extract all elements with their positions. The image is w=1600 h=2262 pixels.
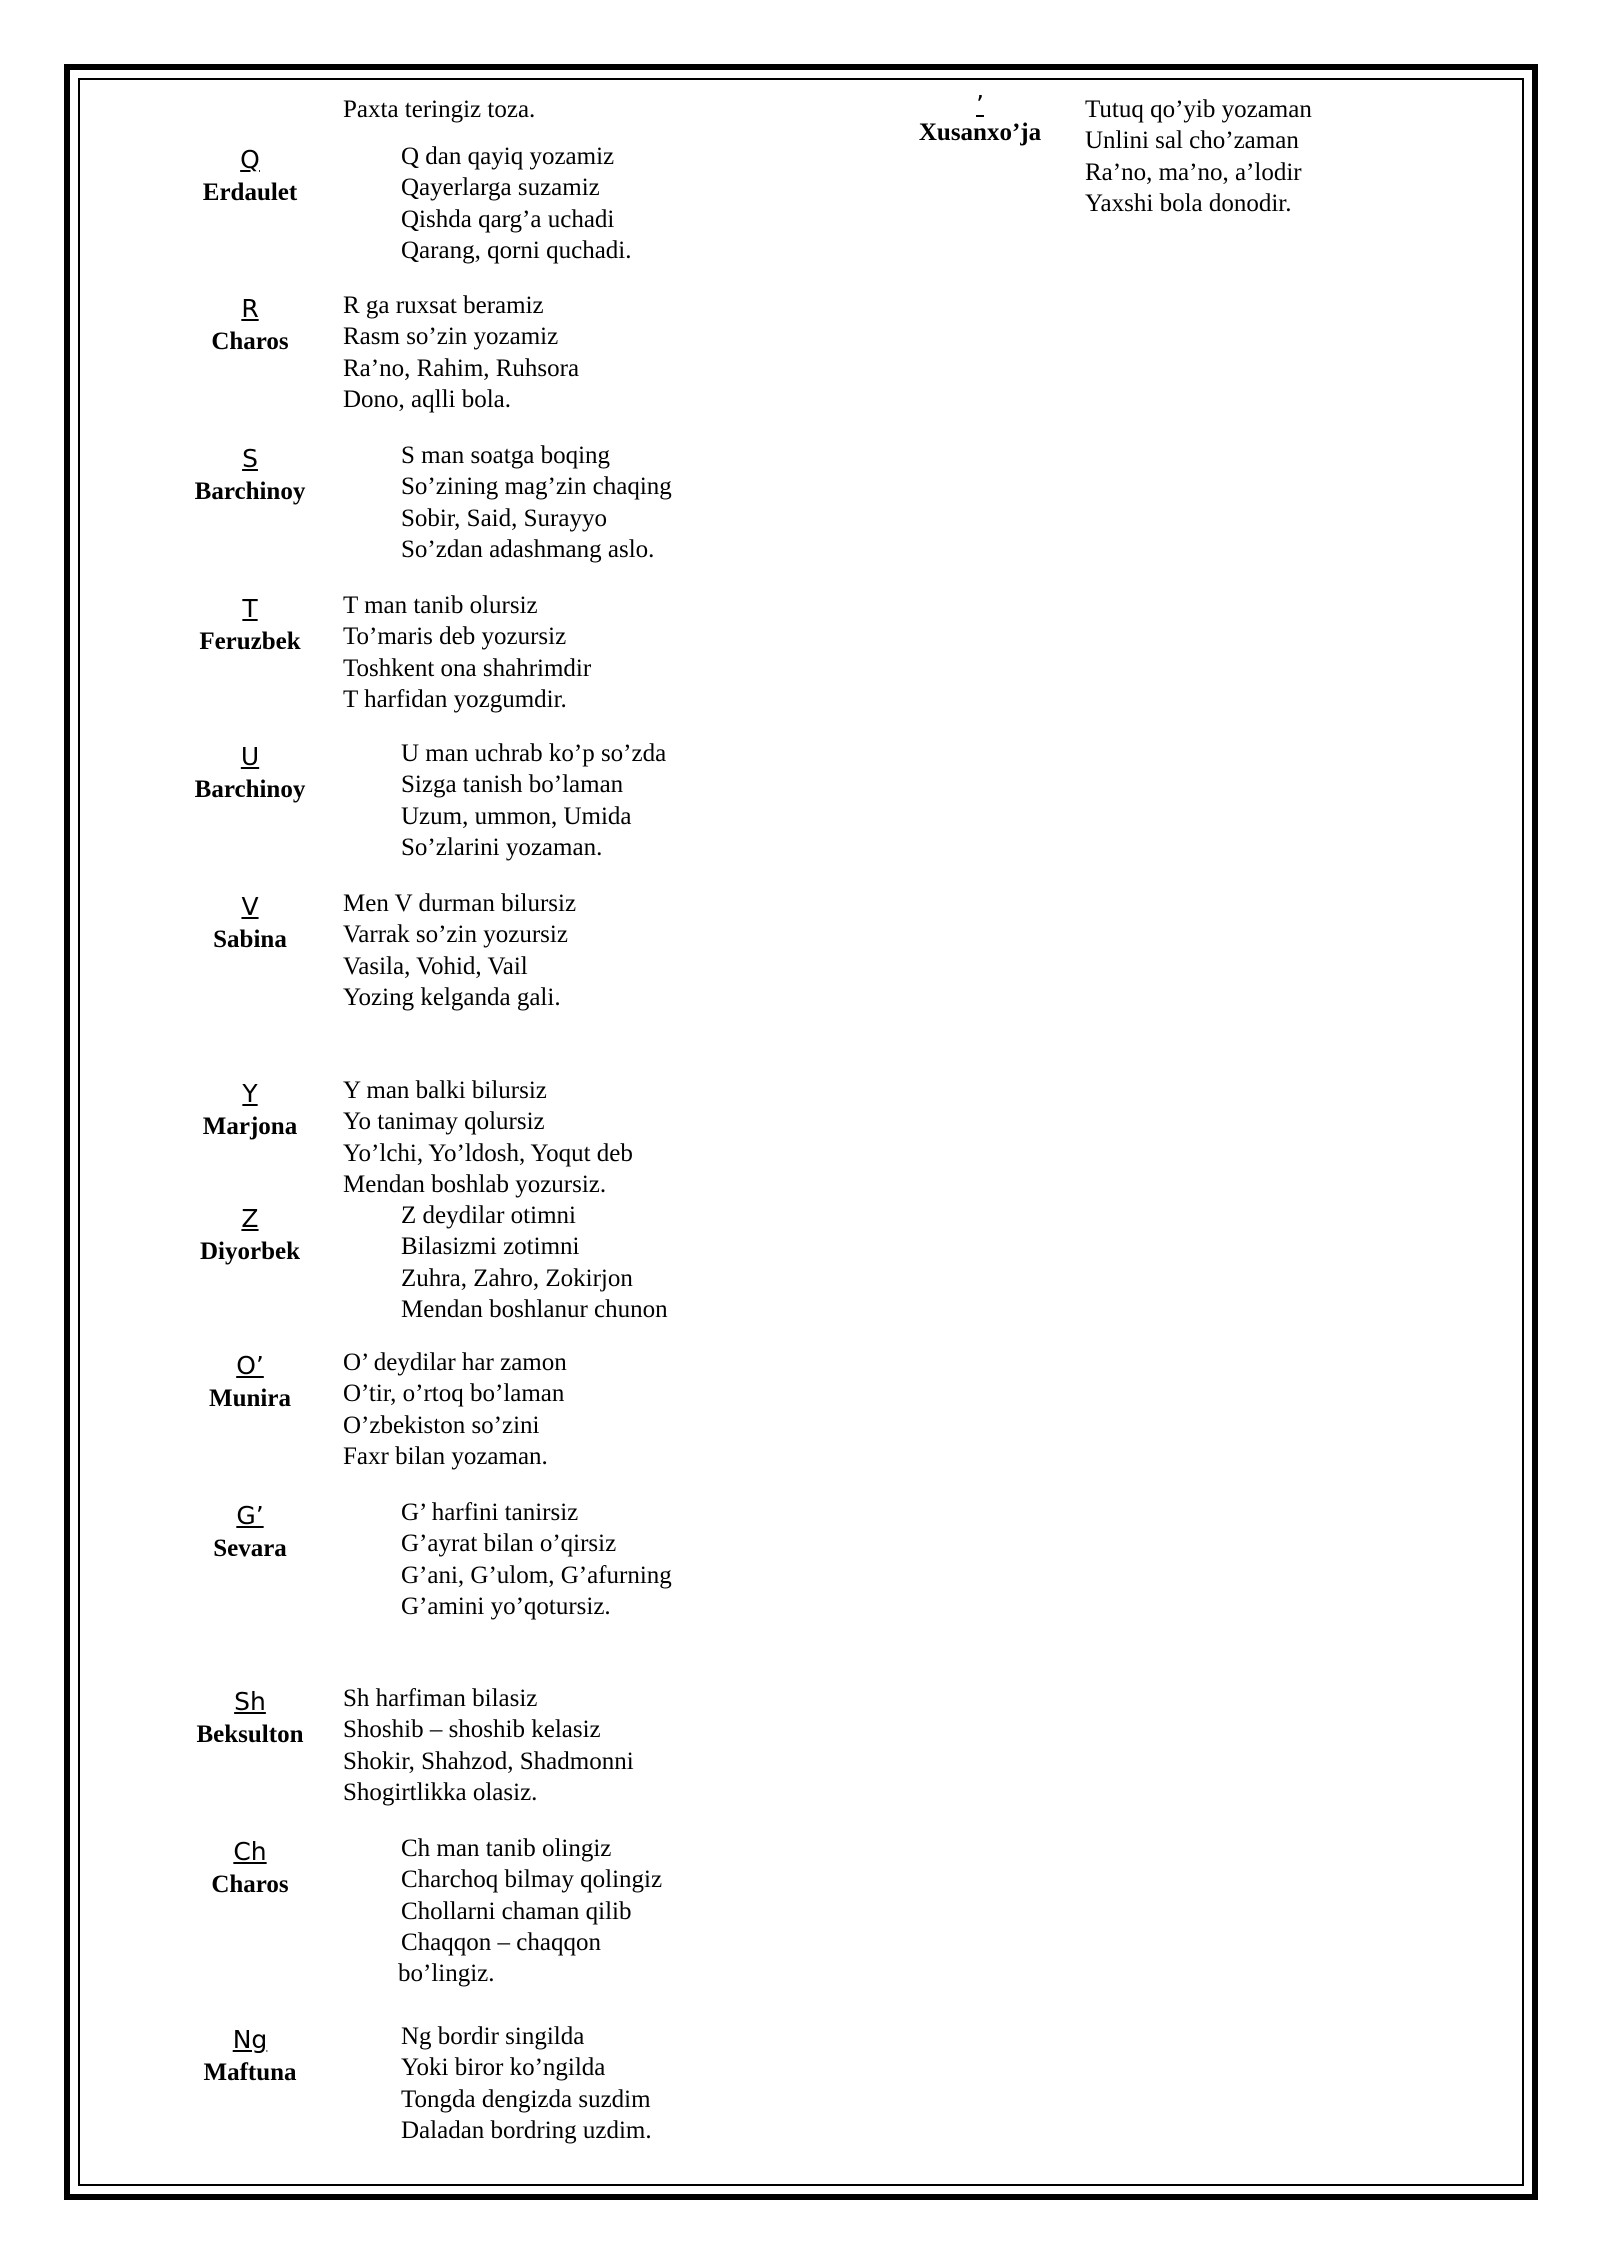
entry-label (170, 2023, 330, 2089)
poem-line: O’tir, o’rtoq bo’laman (343, 1380, 565, 1408)
entry-author: Xusanxo’ja (918, 119, 1042, 146)
entry-letter: Ch (233, 1837, 267, 1866)
entry-letter: V (241, 892, 259, 921)
poem-line: Tutuq qo’yib yozaman (1085, 96, 1312, 123)
poem-line: Shokir, Shahzod, Shadmonni (343, 1747, 634, 1775)
entry-letter: Q (240, 145, 260, 174)
entry-poem (401, 1200, 668, 1325)
entry-letter: R (241, 294, 259, 323)
poem-line: Uzum, ummon, Umida (401, 802, 632, 830)
entry-poem (343, 888, 576, 1013)
entry-author: Diyorbek (200, 1238, 300, 1265)
poem-line: G’amini yo’qotursiz. (401, 1592, 611, 1620)
poem-line: Qarang, qorni quchadi. (401, 236, 632, 264)
entry-label (170, 1077, 330, 1143)
entry-author: Barchinoy (194, 478, 306, 505)
entry-label (170, 1835, 330, 1901)
poem-line: Shoshib – shoshib kelasiz (343, 1716, 601, 1744)
intro-line: Paxta teringiz toza. (343, 96, 536, 123)
entry-poem (401, 1497, 672, 1622)
poem-line: Daladan bordring uzdim. (401, 2116, 652, 2144)
poem-line: Bilasizmi zotimni (401, 1233, 580, 1261)
entry-author: Charos (211, 328, 289, 355)
entry-poem (343, 290, 579, 415)
entry-poem (1085, 94, 1312, 219)
poem-line: Chollarni chaman qilib (401, 1897, 632, 1925)
poem-line: Qayerlarga suzamiz (401, 174, 600, 202)
poem-line: O’ deydilar har zamon (343, 1349, 567, 1376)
entry-label (170, 890, 330, 956)
entry-letter: O’ (236, 1351, 264, 1380)
poem-line: Ra’no, Rahim, Ruhsora (343, 354, 580, 382)
entry-label (170, 1349, 330, 1415)
entry-author: Barchinoy (194, 776, 306, 803)
entry-letter: Y (242, 1079, 258, 1108)
poem-line: Ra’no, ma’no, a’lodir (1085, 158, 1302, 186)
poem-line: T harfidan yozgumdir. (343, 685, 567, 713)
entry-author: Erdaulet (202, 179, 298, 206)
entry-poem (401, 2021, 652, 2146)
poem-line: G’ani, G’ulom, G’afurning (401, 1561, 672, 1589)
poem-line: U man uchrab ko’p so’zda (401, 740, 667, 767)
entry-label (170, 740, 330, 806)
entry-poem (401, 440, 672, 565)
entry-letter: ’ (976, 90, 984, 119)
poem-line: So’zlarini yozaman. (401, 833, 603, 861)
entry-label (170, 1202, 330, 1268)
entry-label (170, 442, 330, 508)
poem-line: Varrak so’zin yozursiz (343, 921, 568, 949)
poem-line: Z deydilar otimni (401, 1202, 576, 1229)
poem-line: Sizga tanish bo’laman (401, 771, 624, 799)
poem-line: Ng bordir singilda (401, 2023, 585, 2050)
entry-label (170, 1685, 330, 1751)
poem-line: Yozing kelganda gali. (343, 983, 561, 1011)
poem-line: So’zdan adashmang aslo. (401, 535, 655, 563)
poem-line: So’zining mag’zin chaqing (401, 473, 672, 501)
entry-label (910, 90, 1050, 149)
poem-line: To’maris deb yozursiz (343, 623, 567, 651)
entry-letter: Sh (234, 1687, 266, 1716)
poem-line: Yaxshi bola donodir. (1085, 189, 1292, 217)
poem-line: G’ harfini tanirsiz (401, 1499, 579, 1526)
entry-poem (343, 590, 591, 715)
entry-poem (343, 1683, 634, 1808)
poem-line: Sh harfiman bilasiz (343, 1685, 538, 1712)
entry-label (170, 1499, 330, 1565)
poem-line: Shogirtlikka olasiz. (343, 1778, 538, 1806)
entry-letter: S (242, 444, 258, 473)
poem-line: O’zbekiston so’zini (343, 1411, 540, 1439)
poem-line: Vasila, Vohid, Vail (343, 952, 528, 980)
poem-line: S man soatga boqing (401, 442, 611, 469)
poem-line: Q dan qayiq yozamiz (401, 143, 615, 170)
poem-line: Ch man tanib olingiz (401, 1835, 612, 1862)
poem-line: Dono, aqlli bola. (343, 385, 512, 413)
poem-line: T man tanib olursiz (343, 592, 538, 619)
entry-poem (398, 1833, 663, 1989)
entry-letter: G’ (236, 1501, 264, 1530)
poem-line: Unlini sal cho’zaman (1085, 127, 1299, 155)
entry-label (170, 592, 330, 658)
entry-letter: Ng (232, 2025, 268, 2054)
poem-line: Sobir, Said, Surayyo (401, 504, 607, 532)
entry-author: Maftuna (203, 2059, 297, 2086)
poem-line: Zuhra, Zahro, Zokirjon (401, 1264, 633, 1292)
poem-line: Men V durman bilursiz (343, 890, 577, 917)
entry-letter: T (242, 594, 258, 623)
poem-line: Rasm so’zin yozamiz (343, 323, 559, 351)
poem-line: Mendan boshlanur chunon (401, 1295, 668, 1323)
entry-letter: U (240, 742, 260, 771)
entry-letter: Z (241, 1204, 259, 1233)
poem-line: Yo tanimay qolursiz (343, 1108, 545, 1136)
entry-poem (401, 738, 666, 863)
poem-line: Yo’lchi, Yo’ldosh, Yoqut deb (343, 1139, 633, 1167)
entry-author: Marjona (202, 1113, 298, 1140)
poem-line: Toshkent ona shahrimdir (343, 654, 592, 682)
entry-label (170, 292, 330, 358)
entry-author: Sevara (213, 1535, 287, 1562)
entry-poem (343, 1075, 633, 1200)
entry-label (170, 143, 330, 209)
entry-author: Munira (209, 1385, 291, 1412)
poem-line: Yoki biror ko’ngilda (401, 2054, 606, 2082)
entry-poem (401, 141, 631, 266)
poem-line: R ga ruxsat beramiz (343, 292, 544, 319)
entry-author: Charos (211, 1871, 289, 1898)
poem-line: bo’lingiz. (398, 1960, 495, 1988)
entry-author: Feruzbek (199, 628, 301, 655)
poem-line: Chaqqon – chaqqon (401, 1928, 601, 1956)
poem-line: Mendan boshlab yozursiz. (343, 1170, 607, 1198)
poem-line: Tongda dengizda suzdim (401, 2085, 651, 2113)
entry-poem (343, 1347, 567, 1472)
poem-line: Charchoq bilmay qolingiz (401, 1866, 663, 1894)
poem-line: Y man balki bilursiz (343, 1077, 547, 1104)
entry-author: Beksulton (196, 1721, 304, 1748)
poem-line: G’ayrat bilan o’qirsiz (401, 1530, 617, 1558)
poem-line: Qishda qarg’a uchadi (401, 205, 615, 233)
entry-author: Sabina (213, 926, 287, 953)
poem-line: Faxr bilan yozaman. (343, 1442, 548, 1470)
